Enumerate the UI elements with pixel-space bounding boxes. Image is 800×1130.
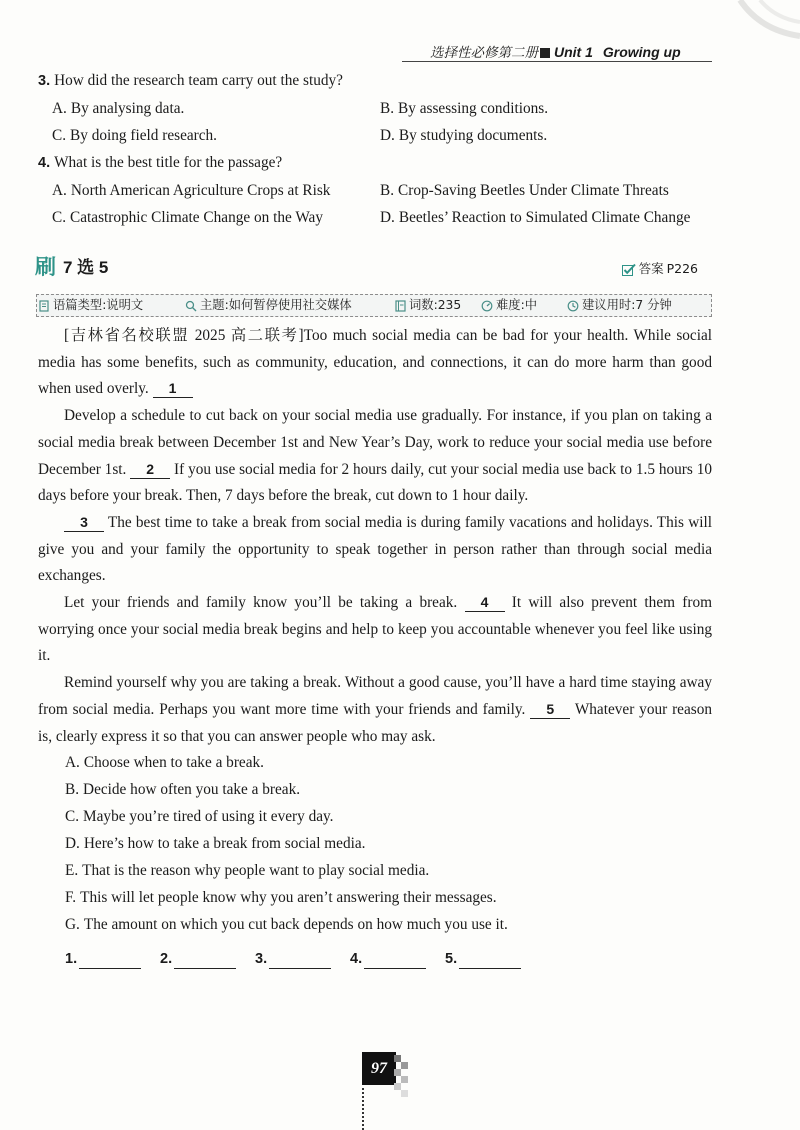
answer-slot-5: [445, 949, 540, 969]
paragraph-text: Whatever your reason is, clearly express it so that you can answer people who may ask.: [38, 700, 712, 745]
option-text: Catastrophic Climate Change on the Way: [70, 209, 323, 226]
blank-3: 3: [64, 514, 104, 532]
choice-label: E.: [65, 861, 79, 879]
paragraph-3: [38, 510, 712, 590]
passage: [38, 323, 712, 750]
option-grid: [38, 95, 712, 149]
choice-label: F.: [65, 888, 77, 906]
option-text: By doing field research.: [70, 127, 218, 144]
option-b: [380, 177, 712, 204]
notebook-icon: [395, 300, 406, 312]
choice-text: Here’s how to take a break from social media.: [83, 834, 366, 852]
answer-sheet: [38, 949, 712, 969]
choice-label: D.: [65, 834, 80, 852]
choice-label: A.: [65, 754, 80, 772]
passage-info-bar: [36, 294, 712, 317]
choice-label: G.: [65, 915, 80, 933]
question-text: How did the research team carry out the study?: [54, 72, 343, 89]
time-info: [567, 298, 672, 313]
option-label: C.: [52, 127, 67, 144]
answer-line: [174, 953, 236, 969]
passage-source: [吉林省名校联盟 2025 高二联考]: [64, 327, 304, 344]
paragraph-4: [38, 590, 712, 670]
choice-text: This will let people know why you aren’t answering their messages.: [80, 888, 497, 906]
choice-text: That is the reason why people want to play social media.: [82, 861, 430, 879]
choice-g: [65, 912, 712, 939]
square-marker-icon: [540, 48, 550, 58]
option-label: B.: [380, 182, 395, 199]
answer-slot-1: [65, 949, 160, 969]
choice-list: [38, 750, 712, 938]
option-text: By assessing conditions.: [398, 100, 549, 117]
question-text: What is the best title for the passage?: [54, 154, 283, 171]
option-c: [52, 204, 380, 231]
answer-number: 3.: [255, 950, 268, 967]
answer-line: [364, 953, 426, 969]
clock-icon: [567, 300, 579, 312]
answer-number: 2.: [160, 950, 173, 967]
book-title: 选择性必修第二册: [430, 45, 538, 61]
option-d: [380, 122, 712, 149]
option-text: By analysing data.: [70, 100, 185, 117]
section-title: 7 选 5: [63, 258, 109, 277]
choice-text: Decide how often you take a break.: [83, 781, 301, 799]
answer-slot-2: [160, 949, 255, 969]
choice-label: B.: [65, 781, 80, 799]
search-icon: [185, 300, 197, 312]
section-brand: 刷: [35, 255, 56, 279]
option-label: A.: [52, 100, 67, 117]
option-b: [380, 95, 712, 122]
option-label: C.: [52, 209, 67, 226]
genre-info: [39, 298, 143, 313]
paragraph-text: Remind yourself why you are taking a break. Without a good cause, you’ll have a hard time staying away from social media. Perhaps you want more time with your friends and family.: [38, 674, 712, 718]
choice-text: The amount on which you cut back depends on how much you use it.: [83, 915, 508, 933]
answer-slot-4: [350, 949, 445, 969]
word-count-info: [395, 298, 461, 313]
topic-info: [185, 298, 352, 313]
answer-line: [459, 953, 521, 969]
time-text: 建议用时:7 分钟: [582, 298, 672, 312]
option-text: By studying documents.: [398, 127, 548, 144]
answer-line: [79, 953, 141, 969]
option-label: A.: [52, 182, 67, 199]
paragraph-5: [38, 670, 712, 750]
option-label: D.: [380, 127, 395, 144]
word-count-text: 词数:235: [409, 298, 462, 312]
paragraph-text: Develop a schedule to cut back on your social media use gradually. For instance, if you plan on taking a social media break between December 1st and New Year’s Day, work to reduce your social media use before December 1st.: [38, 407, 712, 478]
difficulty-info: [481, 298, 537, 313]
paragraph-text: It will also prevent them from worrying once your social media break begins and help to keep you accountable whenever you feel like using it.: [38, 594, 712, 665]
question-stem: [38, 149, 712, 177]
paragraph-1: [38, 323, 712, 403]
option-d: [380, 204, 712, 231]
answer-number: 5.: [445, 950, 458, 967]
difficulty-text: 难度:中: [496, 298, 538, 312]
answer-page: P226: [666, 261, 698, 276]
paragraph-text: If you use social media for 2 hours daily, cut your social media use back to 1.5 hours 10 days before your break. Then, 7 days before the break, cut down to 1 hour daily.: [38, 460, 712, 505]
cloze-section: [38, 323, 712, 969]
choice-b: [65, 777, 712, 804]
blank-1: 1: [153, 380, 193, 398]
choice-c: [65, 804, 712, 831]
choice-label: C.: [65, 808, 80, 826]
blank-4: 4: [465, 594, 505, 612]
dotted-guide-line: [362, 1088, 364, 1130]
reading-questions: [38, 67, 712, 231]
header-rule: [402, 61, 712, 62]
check-icon: [622, 263, 636, 276]
topic-text: 主题:如何暂停使用社交媒体: [200, 298, 352, 312]
answer-label: 答案: [638, 261, 664, 276]
choice-d: [65, 831, 712, 858]
checker-pattern-icon: [394, 1055, 408, 1097]
running-header: [430, 43, 712, 61]
section-header: [35, 254, 712, 282]
blank-5: 5: [530, 701, 570, 719]
option-a: [52, 177, 380, 204]
option-a: [52, 95, 380, 122]
unit-title: Growing up: [602, 44, 681, 60]
page-number: 97: [362, 1052, 396, 1085]
choice-text: Choose when to take a break.: [83, 754, 264, 772]
corner-decoration: [730, 0, 800, 45]
answer-number: 1.: [65, 950, 78, 967]
option-grid: [38, 177, 712, 231]
answer-number: 4.: [350, 950, 363, 967]
answer-slot-3: [255, 949, 350, 969]
option-text: Beetles’ Reaction to Simulated Climate Change: [398, 209, 691, 226]
option-text: North American Agriculture Crops at Risk: [70, 182, 331, 199]
question-number: 4.: [38, 155, 51, 171]
option-c: [52, 122, 380, 149]
document-icon: [39, 300, 50, 312]
genre-text: 语篇类型:说明文: [53, 298, 144, 312]
question-number: 3.: [38, 73, 51, 89]
paragraph-text: Too much social media can be bad for your health. While social media has some benefits, such as community, education, and connections, it can do more harm than good when used overly.: [38, 327, 712, 398]
paragraph-text: Let your friends and family know you’ll be taking a break.: [64, 594, 465, 612]
answer-line: [269, 953, 331, 969]
blank-2: 2: [130, 461, 170, 479]
unit-number: Unit 1: [554, 44, 593, 60]
choice-e: [65, 858, 712, 885]
choice-text: Maybe you’re tired of using it every day.: [83, 808, 334, 826]
paragraph-2: [38, 403, 712, 510]
gauge-icon: [481, 300, 493, 312]
question-stem: [38, 67, 712, 95]
choice-f: [65, 885, 712, 912]
answer-reference: [622, 261, 698, 277]
option-label: B.: [380, 100, 395, 117]
choice-a: [65, 750, 712, 777]
paragraph-text: The best time to take a break from social media is during family vacations and holidays. This will give you and your family the opportunity to speak together in person rather than through social media exchanges.: [38, 513, 712, 585]
option-label: D.: [380, 209, 395, 226]
option-text: Crop-Saving Beetles Under Climate Threats: [398, 182, 669, 199]
